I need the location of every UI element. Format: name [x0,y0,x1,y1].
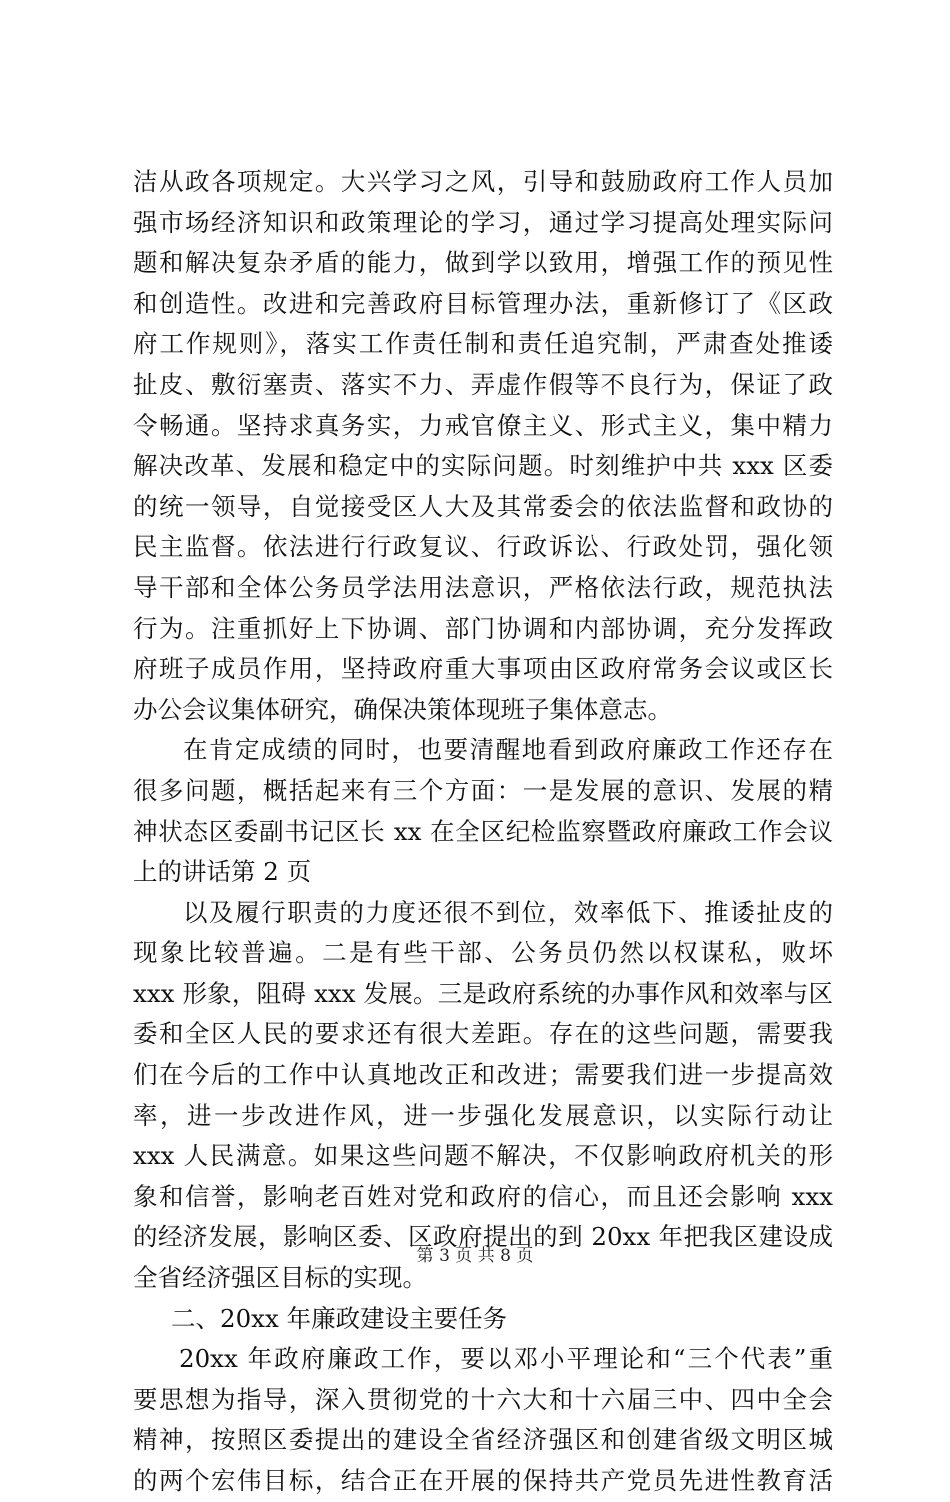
text-line: 神状态区委副书记区长 xx 在全区纪检监察暨政府廉政工作会议 [133,816,833,846]
text-line: 的经济发展，影响区委、区政府提出的到 20xx 年把我区建设成 [133,1222,833,1252]
text-line: 全省经济强区目标的实现。 [133,1263,427,1293]
text-line: 府班子成员作用，坚持政府重大事项由区政府常务会议或区长 [133,654,833,684]
text-line: 强市场经济知识和政策理论的学习，通过学习提高处理实际问 [133,207,833,237]
text-line: 上的讲话第 2 页 [133,857,312,887]
text-line: 率，进一步改进作风，进一步强化发展意识，以实际行动让 [133,1100,833,1130]
text-line: 象和信誉，影响老百姓对党和政府的信心，而且还会影响 xxx [133,1181,833,1211]
text-line: 导干部和全体公务员学法用法意识，严格依法行政，规范执法 [133,572,833,602]
text-line: 府工作规则》，落实工作责任制和责任追究制，严肃查处推诿 [133,329,833,359]
document-body [133,162,833,1502]
text-line: 的统一领导，自觉接受区人大及其常委会的依法监督和政协的 [133,491,833,521]
text-line: 洁从政各项规定。大兴学习之风，引导和鼓励政府工作人员加 [133,167,833,196]
text-line: 现象比较普遍。二是有些干部、公务员仍然以权谋私，败坏 [133,938,833,968]
text-line: 令畅通。坚持求真务实，力戒官僚主义、形式主义，集中精力 [133,410,833,440]
text-line: 的两个宏伟目标，结合正在开展的保持共产党员先进性教育活 [133,1466,833,1495]
text-line: 委和全区人民的要求还有很大差距。存在的这些问题，需要我 [133,1019,833,1049]
text-line: 办公会议集体研究，确保决策体现班子集体意志。 [133,694,672,724]
text-line: 二、20xx 年廉政建设主要任务 [171,1303,508,1333]
text-line: 和创造性。改进和完善政府目标管理办法，重新修订了《区政 [133,288,833,318]
text-line: xxx 形象，阻碍 xxx 发展。三是政府系统的办事作风和效率与区 [133,978,833,1008]
text-line: 解决改革、发展和稳定中的实际问题。时刻维护中共 xxx 区委 [133,451,833,481]
text-line: 以及履行职责的力度还很不到位，效率低下、推诿扯皮的 [183,897,833,927]
text-line: 题和解决复杂矛盾的能力，做到学以致用，增强工作的预见性 [133,248,833,278]
text-line: 行为。注重抓好上下协调、部门协调和内部协调，充分发挥政 [133,613,833,643]
text-line: xxx 人民满意。如果这些问题不解决，不仅影响政府机关的形 [133,1141,833,1171]
text-line: 很多问题，概括起来有三个方面：一是发展的意识、发展的精 [133,775,833,805]
text-line: 精神，按照区委提出的建设全省经济强区和创建省级文明区城 [133,1425,833,1455]
text-line: 要思想为指导，深入贯彻党的十六大和十六届三中、四中全会 [133,1384,833,1414]
text-line: 20xx 年政府廉政工作，要以邓小平理论和“三个代表”重 [179,1344,833,1374]
text-line: 扯皮、敷衍塞责、落实不力、弄虚作假等不良行为，保证了政 [133,369,833,399]
text-line: 民主监督。依法进行行政复议、行政诉讼、行政处罚，强化领 [133,532,833,562]
page-footer: 第 3 页 共 8 页 [416,1246,534,1266]
text-line: 在肯定成绩的同时，也要清醒地看到政府廉政工作还存在 [183,735,833,765]
text-line: 们在今后的工作中认真地改正和改进；需要我们进一步提高效 [133,1060,833,1090]
